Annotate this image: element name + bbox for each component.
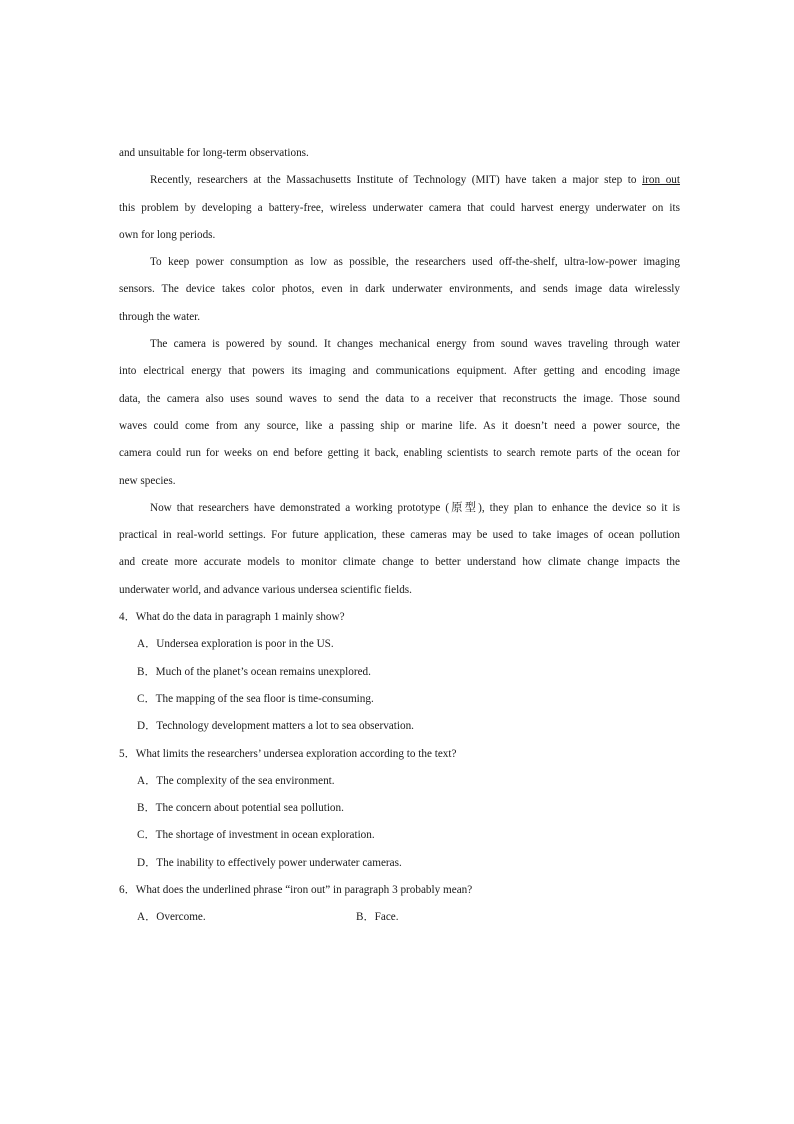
paragraph-6-line-4: underwater world, and advance various undersea scientific fields. <box>119 583 412 596</box>
underlined-phrase: iron out <box>642 174 680 187</box>
paragraph-3-line-1 <box>119 170 680 197</box>
question-4-option-a: A．Undersea exploration is poor in the US. <box>137 638 334 651</box>
paragraph-5-line-1: The camera is powered by sound. It changes mechanical energy from sound waves traveling through water <box>150 338 680 351</box>
paragraph-continuation: and unsuitable for long-term observations. <box>119 147 309 159</box>
paragraph-4-line-3: through the water. <box>119 310 201 323</box>
paragraph-5-line-5: camera could run for weeks on end before getting it back, enabling scientists to search remote parts of the ocean for <box>119 447 680 460</box>
question-4-option-c: C．The mapping of the sea floor is time-consuming. <box>137 692 374 705</box>
document-page <box>119 143 680 935</box>
question-5-option-b: B．The concern about potential sea pollution. <box>137 802 344 815</box>
question-6-stem: 6．What does the underlined phrase “iron out” in paragraph 3 probably mean? <box>119 884 473 897</box>
question-5-stem: 5．What limits the researchers’ undersea exploration according to the text? <box>119 747 457 760</box>
paragraph-5-line-2: into electrical energy that powers its imaging and communications equipment. After getting and encoding image <box>119 365 680 378</box>
question-6-option-a: A．Overcome. <box>137 911 206 924</box>
paragraph-5-line-4: waves could come from any source, like a passing ship or marine life. As it doesn’t need a power source, the <box>119 419 680 432</box>
paragraph-4-line-1: To keep power consumption as low as possible, the researchers used off-the-shelf, ultra-low-power imaging <box>150 256 680 269</box>
question-4-option-b: B．Much of the planet’s ocean remains unexplored. <box>137 665 371 678</box>
paragraph-5-line-6: new species. <box>119 474 176 487</box>
question-6-option-b: B．Face. <box>356 911 399 924</box>
paragraph-4-line-2: sensors. The device takes color photos, even in dark underwater environments, and sends image data wirelessly <box>119 283 680 296</box>
question-5-option-d: D．The inability to effectively power underwater cameras. <box>137 856 402 869</box>
paragraph-6-line-3: and create more accurate models to monitor climate change to better understand how climate change impacts the <box>119 556 680 569</box>
paragraph-3-text: Recently, researchers at the Massachusetts Institute of Technology (MIT) have taken a major step to <box>150 174 643 187</box>
paragraph-6-line-1: Now that researchers have demonstrated a working prototype (原型), they plan to enhance the device so it is <box>150 501 680 514</box>
question-4-stem: 4．What do the data in paragraph 1 mainly show? <box>119 611 345 624</box>
paragraph-3-line-3: own for long periods. <box>119 228 216 241</box>
paragraph-6-line-2: practical in real-world settings. For future application, these cameras may be used to take images of ocean pollution <box>119 529 680 542</box>
paragraph-5-line-3: data, the camera also uses sound waves to send the data to a receiver that reconstructs the image. Those sound <box>119 392 680 405</box>
question-4-option-d: D．Technology development matters a lot to sea observation. <box>137 720 414 733</box>
question-5-option-a: A．The complexity of the sea environment. <box>137 774 335 787</box>
question-5-option-c: C．The shortage of investment in ocean exploration. <box>137 829 375 842</box>
paragraph-3-line-2: this problem by developing a battery-free, wireless underwater camera that could harvest energy underwater on its <box>119 201 680 214</box>
question-6-options-row <box>119 907 680 934</box>
